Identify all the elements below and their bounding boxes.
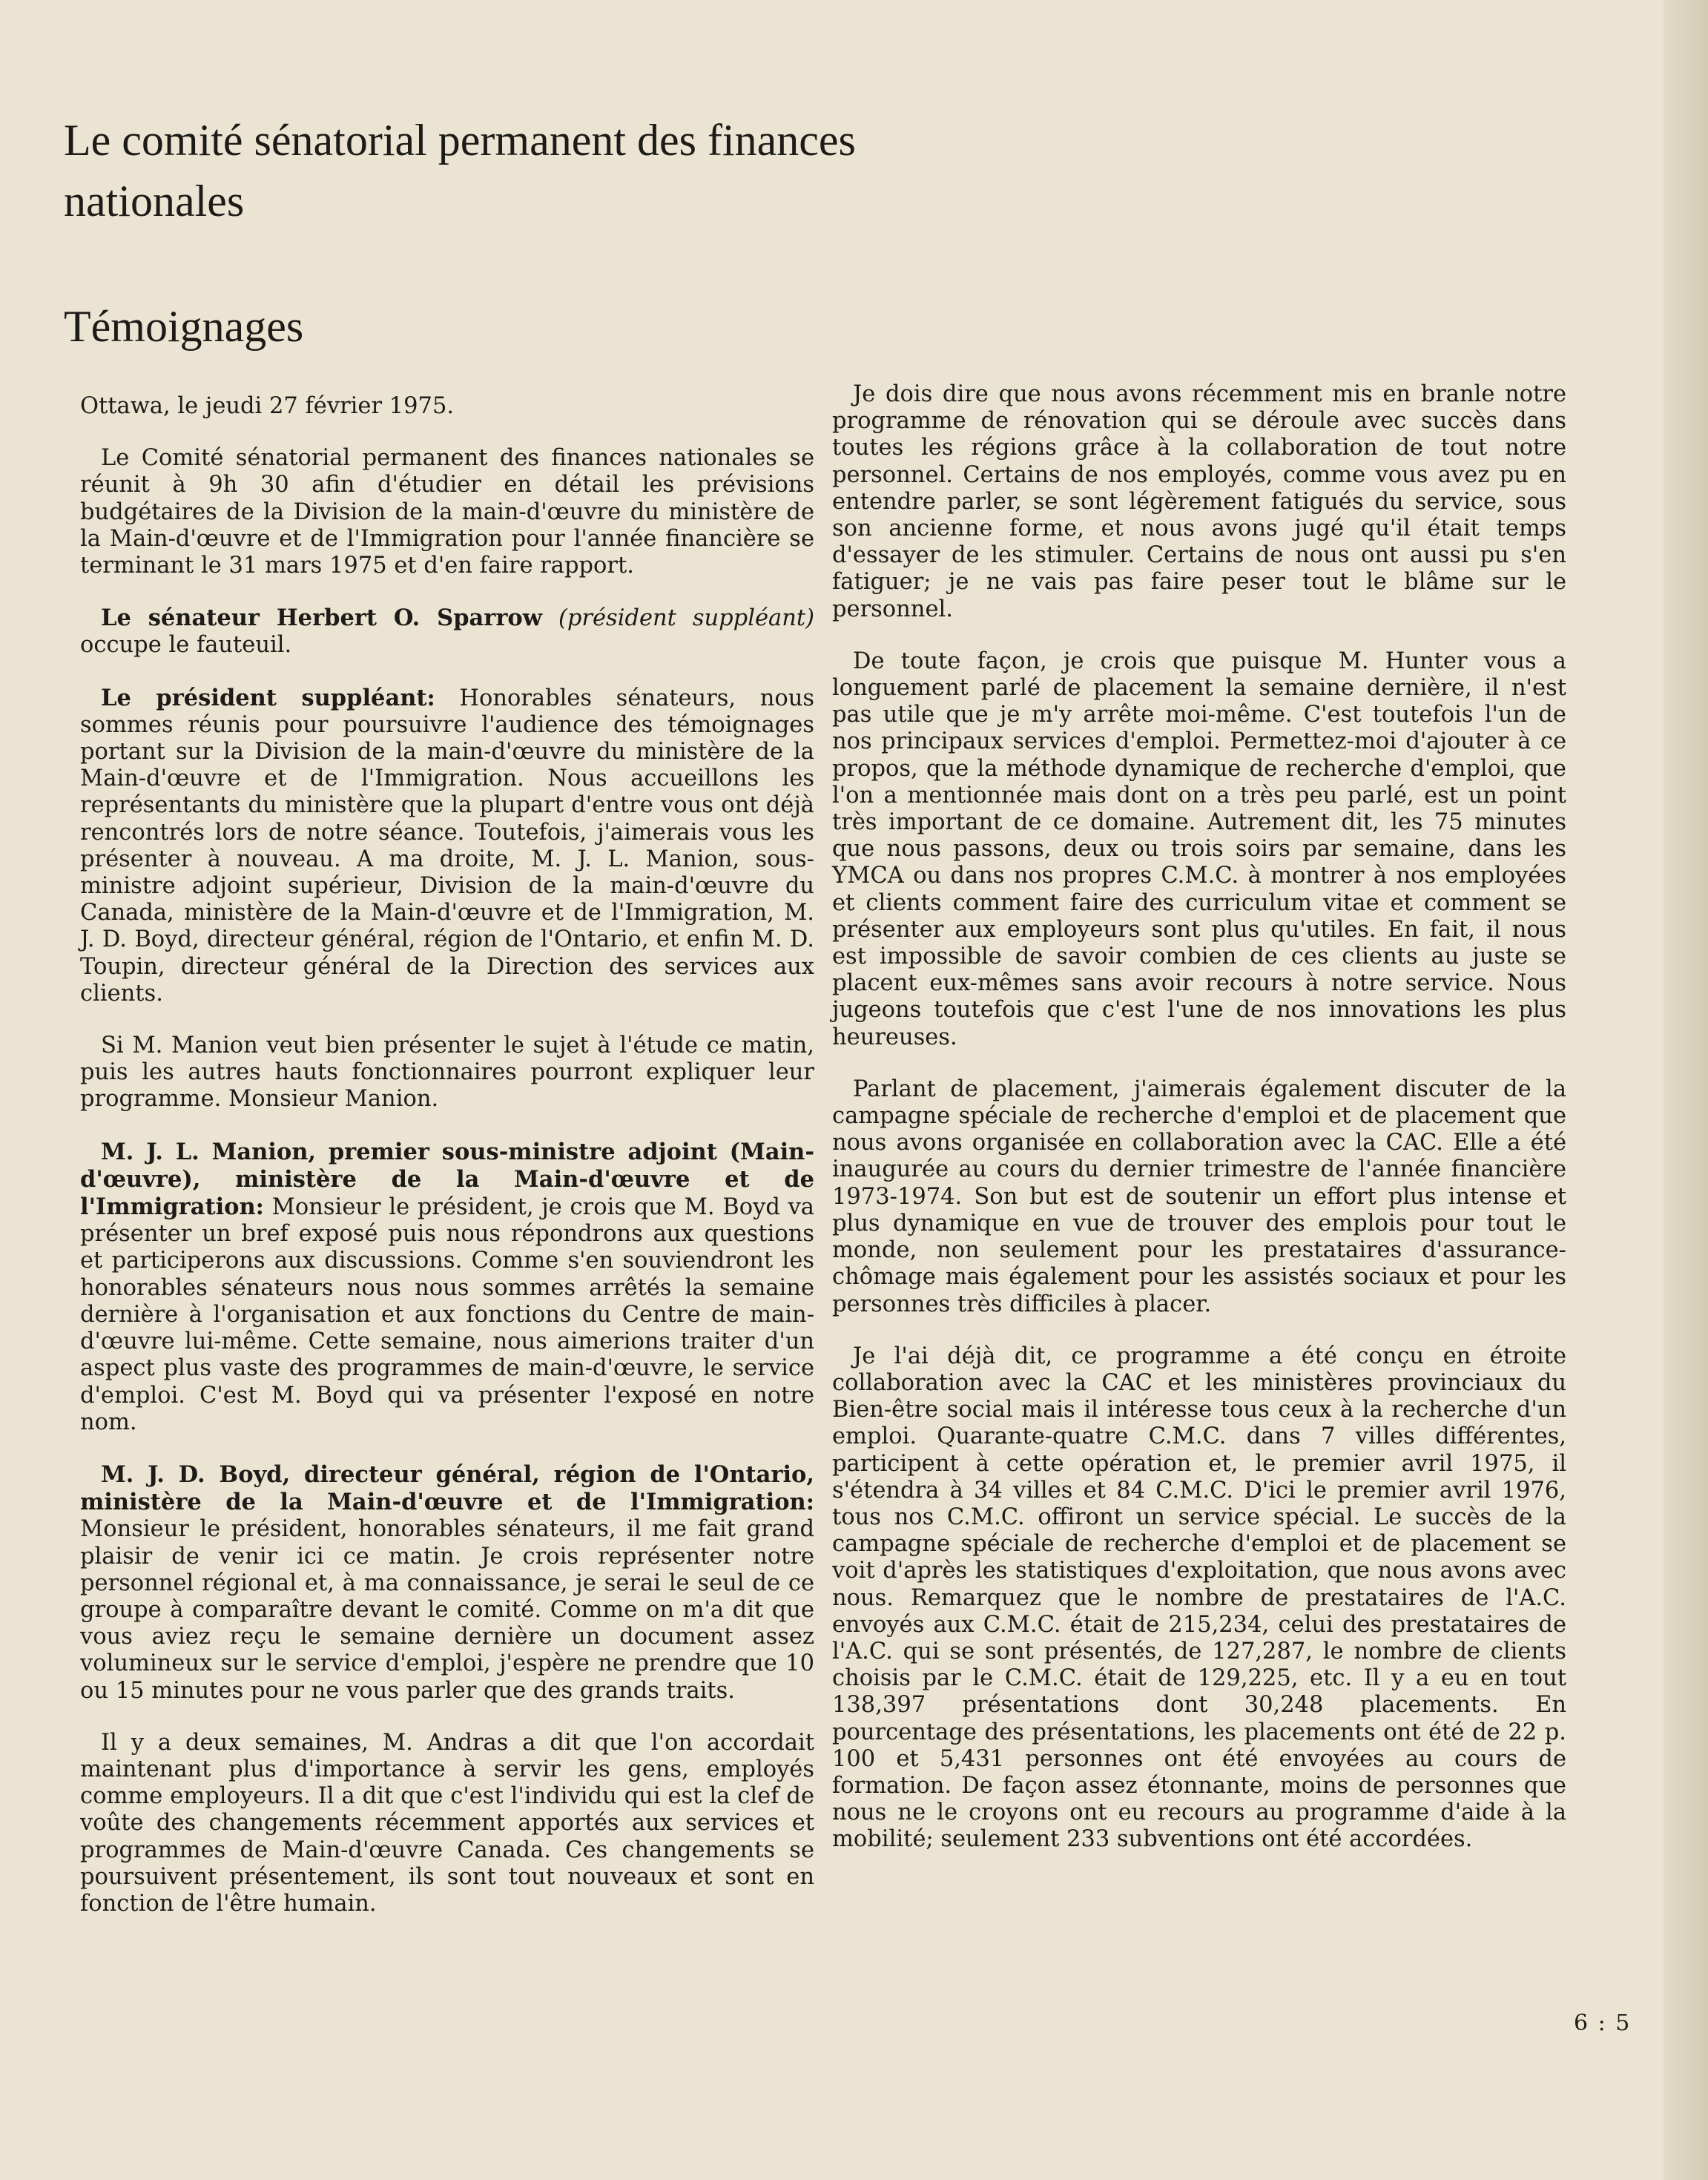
chair-name: Le sénateur Herbert O. Sparrow bbox=[101, 605, 543, 632]
speech-text: Monsieur le président, je crois que M. Boyd va présenter un bref exposé puis nous répondrons aux questions et participerons aux discussions. Comme s'en souviendront les honorables sénateurs nous nous sommes arrêtés la semaine dernière à l'organisation et aux fonctions du Centre de main-d'œuvre lui-même. Cette semaine, nous aimerions traiter d'un aspect plus vaste des programmes de main-d'œuvre, le service d'emploi. C'est M. Boyd qui va présenter l'exposé en notre nom. bbox=[80, 1194, 814, 1435]
paragraph: Parlant de placement, j'aimerais également discuter de la campagne spéciale de recherche d'emploi et de placement que nous avons organisée en collaboration avec la CAC. Elle a été inaugurée au cours du dernier trimestre de l'année financière 1973-1974. Son but est de soutenir un effort plus intense et plus dynamique en vue de trouver des emplois pour tout le monde, non seulement pour les prestataires d'assurance-chômage mais également pour les assistés sociaux et pour les personnes très difficiles à placer. bbox=[832, 1076, 1566, 1317]
speech-paragraph bbox=[80, 1139, 814, 1436]
left-column bbox=[80, 393, 814, 1943]
paragraph: De toute façon, je crois que puisque M. Hunter vous a longuement parlé de placement la semaine dernière, il n'est pas utile que je m'y arrête moi-même. C'est toutefois l'un de nos principaux services d'emploi. Permettez-moi d'ajouter à ce propos, que la méthode dynamique de recherche d'emploi, que l'on a mentionnée mais dont on a très peu parlé, est un point très important de ce domaine. Autrement dit, les 75 minutes que nous passons, deux ou trois soirs par semaine, dans les YMCA ou dans nos propres C.M.C. à montrer à nos employées et clients comment faire des curriculum vitae et comment se présenter aux employeurs sont plus qu'utiles. En fait, il nous est impossible de savoir combien de ces clients au juste se placent eux-mêmes sans avoir recours à notre service. Nous jugeons toutefois que c'est l'une de nos innovations les plus heureuses. bbox=[832, 648, 1566, 1050]
speech-paragraph bbox=[80, 685, 814, 1007]
right-column bbox=[832, 381, 1566, 1879]
page-number: 6 : 5 bbox=[1574, 2010, 1632, 2036]
speaker-name: M. J. L. Manion, premier sous-ministre adjoint (Main-d'œuvre), ministère de la Main-d'œuvre et de l'Immigration: bbox=[80, 1138, 814, 1221]
section-title: Témoignages bbox=[64, 302, 304, 351]
speech-text: Honorables sénateurs, nous sommes réunis pour poursuivre l'audience des témoignages portant sur la Division de la main-d'œuvre du ministère de la Main-d'œuvre et de l'Immigration. Nous accueillons les représentants du ministère que la plupart d'entre vous ont déjà rencontrés lors de notre séance. Toutefois, j'aimerais vous les présenter à nouveau. A ma droite, M. J. L. Manion, sous-ministre adjoint supérieur, Division de la main-d'œuvre du Canada, ministère de la Main-d'œuvre et de l'Immigration, M. J. D. Boyd, directeur général, région de l'Ontario, et enfin M. D. Toupin, directeur général de la Direction des services aux clients. bbox=[80, 685, 814, 1007]
speech-text: Monsieur le président, honorables sénateurs, il me fait grand plaisir de venir ici ce matin. Je crois représenter notre personnel régional et, à ma connaissance, je serai le seul de ce groupe à comparaître devant le comité. Comme on m'a dit que vous aviez reçu le semaine dernière un document assez volumineux sur le service d'emploi, j'espère ne prendre que 10 ou 15 minutes pour ne vous parler que des grands traits. bbox=[80, 1516, 814, 1704]
chair-rest: occupe le fauteuil. bbox=[80, 632, 292, 659]
paragraph: Je l'ai déjà dit, ce programme a été conçu en étroite collaboration avec la CAC et les ministères provinciaux du Bien-être social mais il intéresse tous ceux à la recherche d'un emploi. Quarante-quatre C.M.C. dans 7 villes différentes, participent à cette opération et, le premier avril 1975, il s'étendra à 34 villes et 84 C.M.C. D'ici le premier avril 1976, tous nos C.M.C. offiront un service spécial. Le succès de la campagne spéciale de recherche d'emploi et de placement se voit d'après les statistiques d'exploitation, que nous avons avec nous. Remarquez que le nombre de prestataires de l'A.C. envoyés aux C.M.C. était de 215,234, celui des prestataires de l'A.C. qui se sont présentés, de 127,287, le nombre de clients choisis par le C.M.C. était de 129,225, etc. Il y a eu en tout 138,397 présentations dont 30,248 placements. En pourcentage des présentations, les placements ont été de 22 p. 100 et 5,431 personnes ont été envoyées au cours de formation. De façon assez étonnante, moins de personnes que nous ne le croyons ont eu recours au programme d'aide à la mobilité; seulement 233 subventions ont été accordées. bbox=[832, 1343, 1566, 1853]
dateline: Ottawa, le jeudi 27 février 1975. bbox=[80, 393, 455, 419]
paragraph: Si M. Manion veut bien présenter le sujet à l'étude ce matin, puis les autres hauts fonctionnaires pourront expliquer leur programme. Monsieur Manion. bbox=[80, 1033, 814, 1113]
paragraph: Le Comité sénatorial permanent des finances nationales se réunit à 9h 30 afin d'étudier en détail les prévisions budgétaires de la Division de la main-d'œuvre du ministère de la Main-d'œuvre et de l'Immigration pour l'année financière se terminant le 31 mars 1975 et d'en faire rapport. bbox=[80, 445, 814, 579]
paragraph: Il y a deux semaines, M. Andras a dit que l'on accordait maintenant plus d'importance à servir les gens, employés comme employeurs. Il a dit que c'est l'individu qui est la clef de voûte des changements récemment apportés aux services et programmes de Main-d'œuvre Canada. Ces changements se poursuivent présentement, ils sont tout nouveaux et sont en fonction de l'être humain. bbox=[80, 1729, 814, 1917]
page-title: Le comité sénatorial permanent des finances nationales bbox=[64, 116, 856, 225]
chair-role: (président suppléant) bbox=[558, 605, 814, 632]
speaker-name: M. J. D. Boyd, directeur général, région de l'Ontario, ministère de la Main-d'œuvre et de l'Immigration: bbox=[80, 1461, 814, 1516]
chair-paragraph bbox=[80, 605, 814, 659]
speaker-name: Le président suppléant: bbox=[101, 684, 435, 711]
paragraph: Je dois dire que nous avons récemment mis en branle notre programme de rénovation qui se déroule avec succès dans toutes les régions grâce à la collaboration de tout notre personnel. Certains de nos employés, comme vous avez pu en entendre parler, se sont légèrement fatigués du service, sous son ancienne forme, et nous avons jugé qu'il était temps d'essayer de les stimuler. Certains de nous ont aussi pu s'en fatiguer; je ne vais pas faire peser tout le blâme sur le personnel. bbox=[832, 381, 1566, 622]
page-edge bbox=[1664, 0, 1708, 2180]
speech-paragraph bbox=[80, 1461, 814, 1705]
